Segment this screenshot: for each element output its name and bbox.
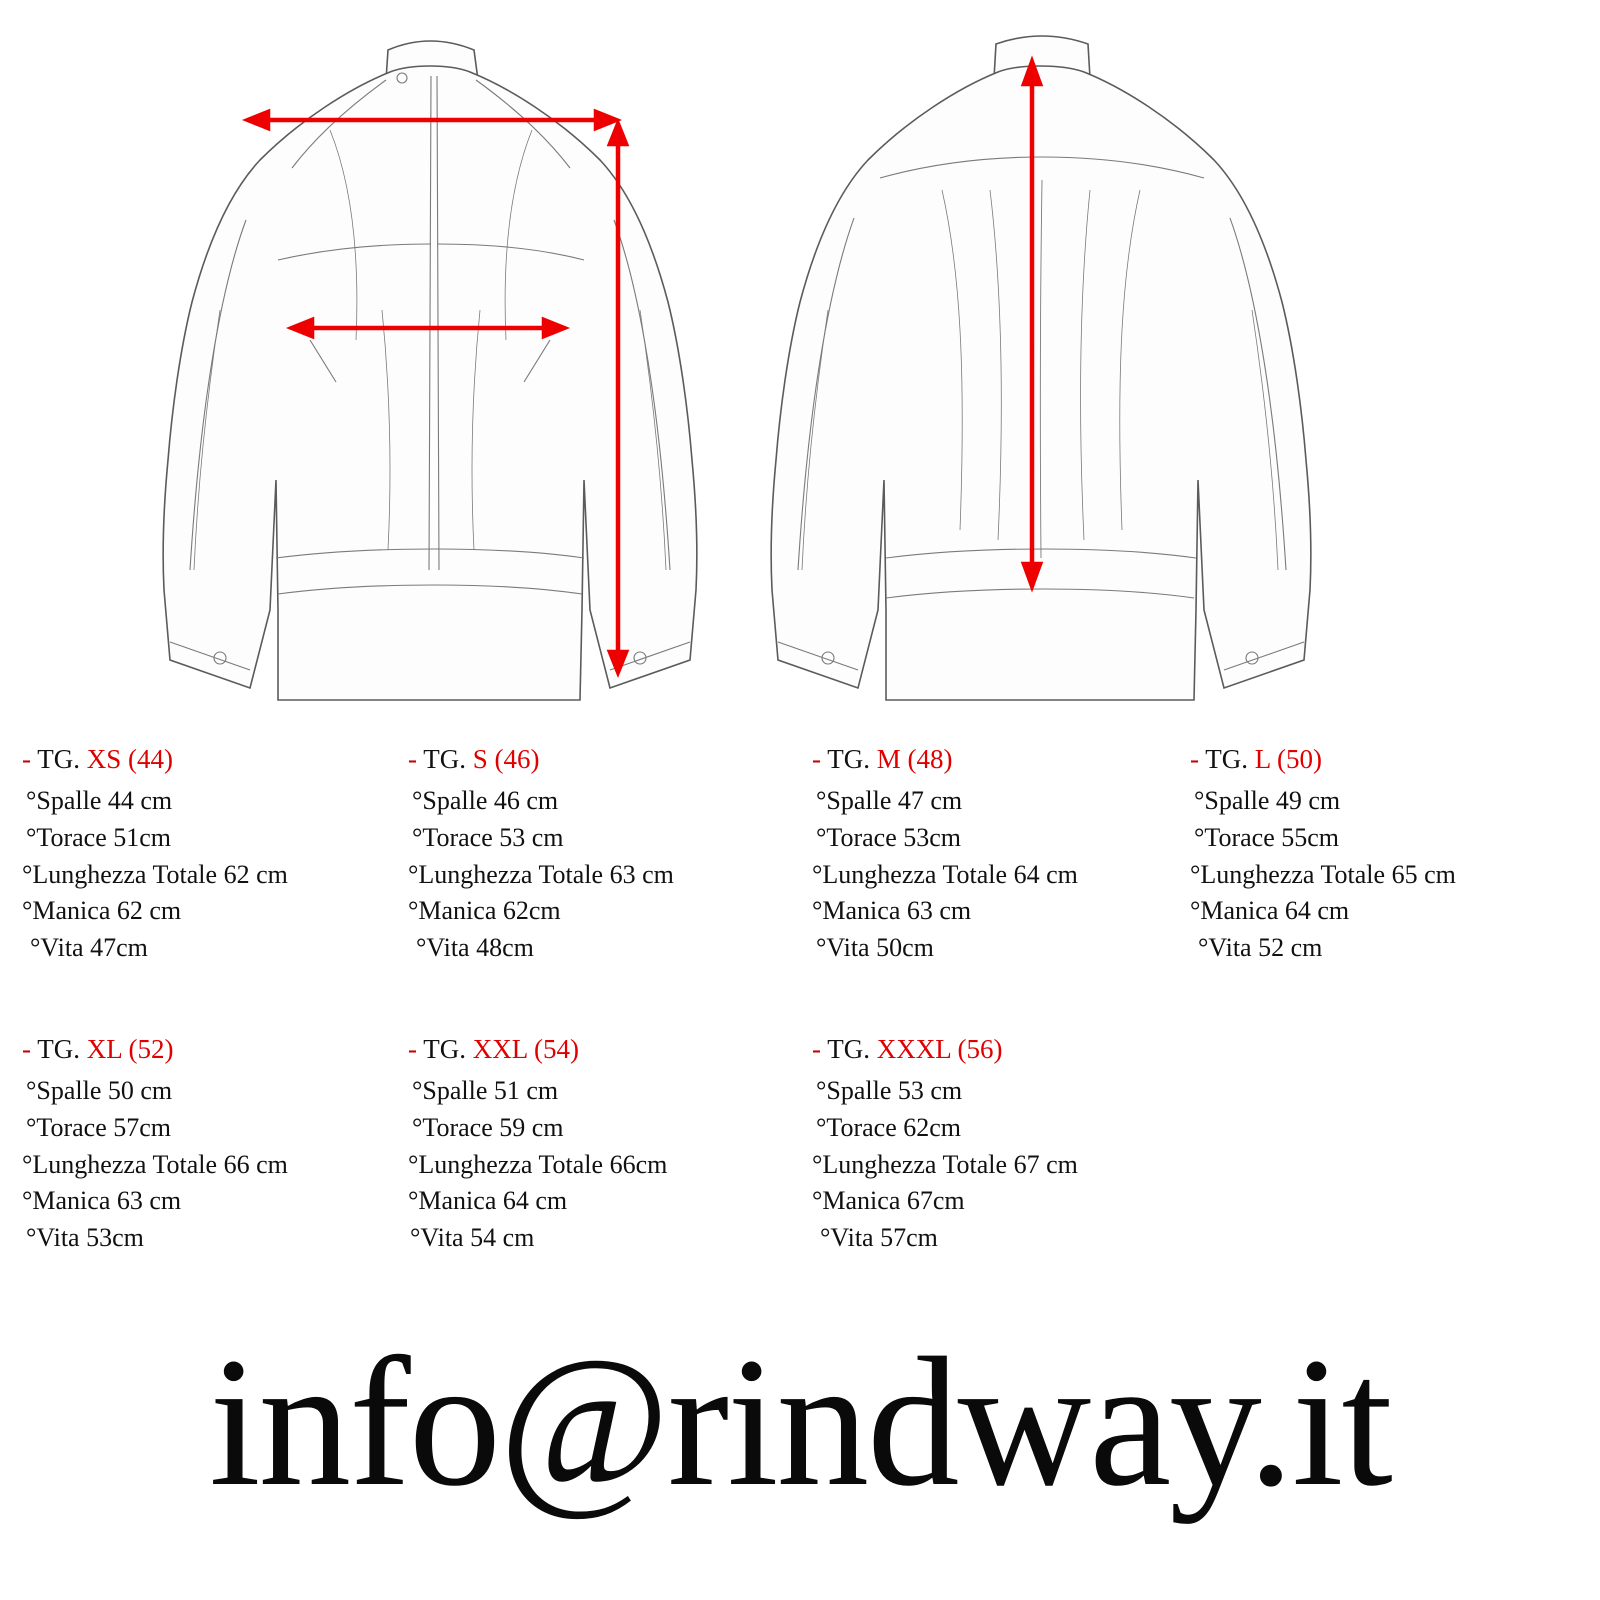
size-title-code: XXL (54): [472, 1034, 579, 1064]
size-title: [408, 1035, 798, 1065]
measure-total-length: °Lunghezza Totale 64 cm: [812, 859, 1078, 889]
measure-shoulders: °Spalle 44 cm: [26, 785, 173, 815]
measure-shoulders: °Spalle 49 cm: [1194, 785, 1341, 815]
measure-waist: °Vita 50cm: [816, 933, 934, 963]
size-title: [1190, 745, 1590, 775]
size-row: [0, 1035, 1600, 1325]
size-title: [22, 745, 402, 775]
measure-shoulders: °Spalle 51 cm: [412, 1075, 559, 1105]
measure-waist: °Vita 48cm: [416, 933, 534, 963]
measure-sleeve: °Manica 62cm: [408, 896, 561, 926]
size-block-xs: [22, 745, 402, 967]
size-title-code: XL (52): [86, 1034, 174, 1064]
measure-sleeve: °Manica 64 cm: [408, 1186, 568, 1216]
size-title: [408, 745, 798, 775]
size-block-xxl: [408, 1035, 798, 1257]
measure-chest: °Torace 53 cm: [412, 822, 564, 852]
measure-total-length: °Lunghezza Totale 67 cm: [812, 1149, 1078, 1179]
measure-shoulders: °Spalle 50 cm: [26, 1075, 173, 1105]
measure-shoulders: °Spalle 47 cm: [816, 785, 963, 815]
size-block-l: [1190, 745, 1590, 967]
measure-chest: °Torace 62cm: [816, 1112, 962, 1142]
measure-waist: °Vita 57cm: [820, 1223, 938, 1253]
measure-total-length: °Lunghezza Totale 62 cm: [22, 859, 288, 889]
measure-total-length: °Lunghezza Totale 63 cm: [408, 859, 674, 889]
size-title: [812, 1035, 1172, 1065]
measure-sleeve: °Manica 67cm: [812, 1186, 965, 1216]
size-row: [0, 745, 1600, 1035]
measure-sleeve: °Manica 63 cm: [22, 1186, 182, 1216]
size-block-xxxl: [812, 1035, 1172, 1257]
size-title-tg: TG.: [423, 744, 467, 774]
measure-chest: °Torace 55cm: [1194, 822, 1340, 852]
size-title-tg: TG.: [827, 744, 871, 774]
measure-waist: °Vita 54 cm: [410, 1223, 535, 1253]
size-chart-table: [0, 745, 1600, 1325]
measure-sleeve: °Manica 64 cm: [1190, 896, 1350, 926]
size-title-code: XS (44): [86, 744, 174, 774]
measure-waist: °Vita 47cm: [30, 933, 148, 963]
size-block-s: [408, 745, 798, 967]
measure-waist: °Vita 53cm: [26, 1223, 144, 1253]
measure-chest: °Torace 59 cm: [412, 1112, 564, 1142]
jacket-back-view: [760, 10, 1320, 715]
size-block-xl: [22, 1035, 402, 1257]
size-title-dash: -: [408, 744, 417, 774]
size-title-code: L (50): [1254, 744, 1322, 774]
measure-sleeve: °Manica 63 cm: [812, 896, 972, 926]
measure-total-length: °Lunghezza Totale 66 cm: [22, 1149, 288, 1179]
size-title-dash: -: [1190, 744, 1199, 774]
size-title-tg: TG.: [423, 1034, 467, 1064]
size-title-dash: -: [22, 744, 31, 774]
measure-chest: °Torace 57cm: [26, 1112, 172, 1142]
size-title-dash: -: [812, 1034, 821, 1064]
size-title-dash: -: [22, 1034, 31, 1064]
measure-chest: °Torace 51cm: [26, 822, 172, 852]
jacket-front-view: [150, 10, 710, 715]
size-title-code: XXXL (56): [876, 1034, 1003, 1064]
measure-total-length: °Lunghezza Totale 66cm: [408, 1149, 668, 1179]
size-title-code: S (46): [472, 744, 540, 774]
size-title-tg: TG.: [827, 1034, 871, 1064]
measure-sleeve: °Manica 62 cm: [22, 896, 182, 926]
size-title: [812, 745, 1172, 775]
size-title-tg: TG.: [37, 1034, 81, 1064]
size-title: [22, 1035, 402, 1065]
size-title-dash: -: [812, 744, 821, 774]
measure-shoulders: °Spalle 46 cm: [412, 785, 559, 815]
size-title-tg: TG.: [37, 744, 81, 774]
measure-total-length: °Lunghezza Totale 65 cm: [1190, 859, 1456, 889]
measure-waist: °Vita 52 cm: [1198, 933, 1323, 963]
size-block-m: [812, 745, 1172, 967]
measure-chest: °Torace 53cm: [816, 822, 962, 852]
size-title-tg: TG.: [1205, 744, 1249, 774]
jacket-illustrations: [0, 0, 1600, 720]
size-title-dash: -: [408, 1034, 417, 1064]
size-title-code: M (48): [876, 744, 953, 774]
contact-email: info@rindway.it: [209, 1320, 1391, 1525]
measure-shoulders: °Spalle 53 cm: [816, 1075, 963, 1105]
